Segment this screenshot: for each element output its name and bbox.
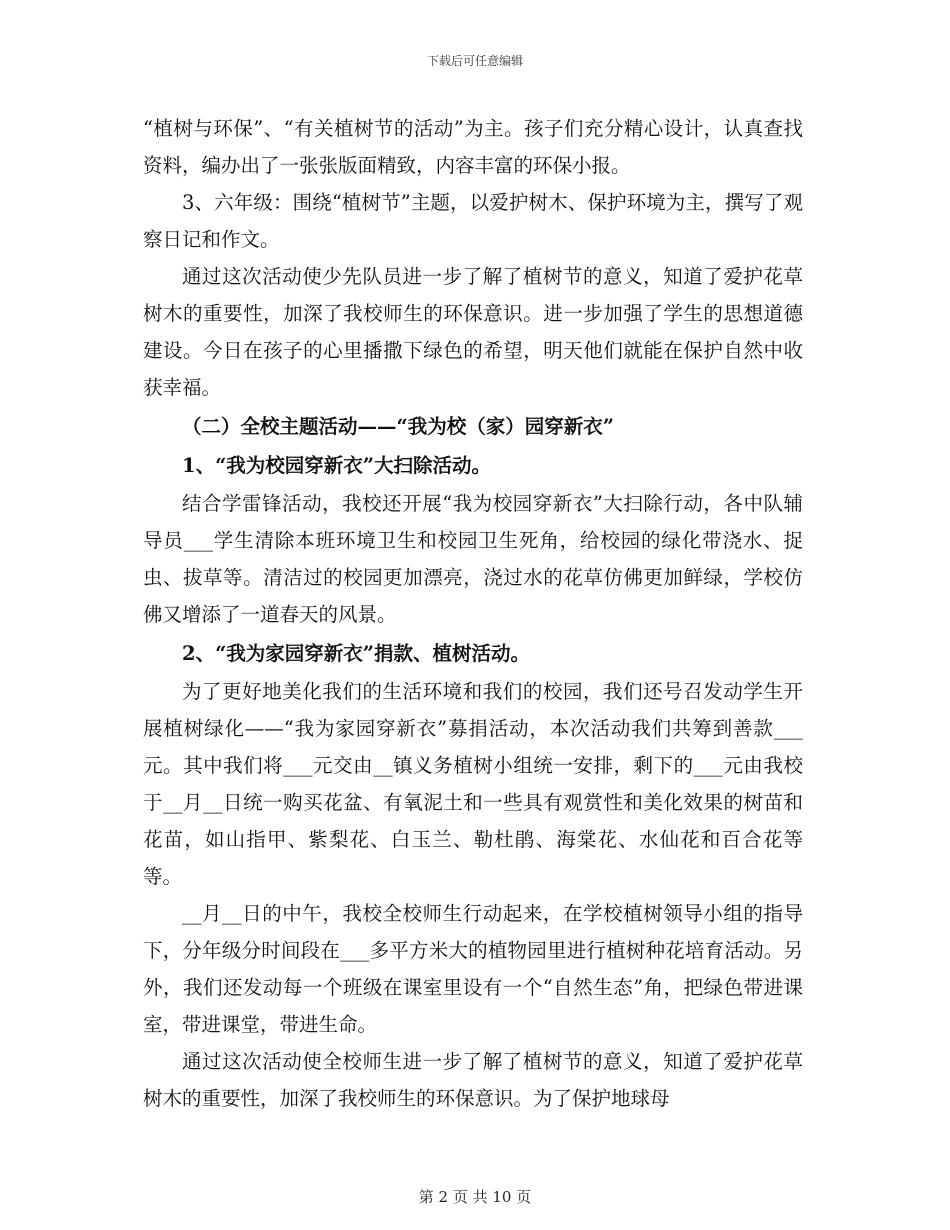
paragraph-continued: “植树与环保”、“有关植树节的活动”为主。孩子们充分精心设计，认真查找资料，编办出了一张张版面精致，内容丰富的环保小报。 [143,117,803,177]
subsection-heading-2: 2、“我为家园穿新衣”捐款、植树活动。 [182,642,531,665]
paragraph-summary-2: 通过这次活动使全校师生进一步了解了植树节的意义，知道了爱护花草树木的重要性，加深了我校师生的环保意识。为了保护地球母 [143,1050,803,1110]
section-heading: （二）全校主题活动——“我为校（家）园穿新衣” [182,415,614,438]
page-header: 下载后可任意编辑 [426,54,523,68]
paragraph-planting: __月__日的中午，我校全校师生行动起来，在学校植树领导小组的指导下，分年级分时间段在___多平方米大的植物园里进行植树种花培育活动。另外，我们还发动每一个班级在课室里设有一个“自然生态”角，把绿色带进课室，带进课堂，带进生命。 [143,902,803,1036]
paragraph-grade-six: 3、六年级：围绕“植树节”主题，以爱护树木、保护环境为主，撰写了观察日记和作文。 [143,191,803,251]
subsection-heading-1: 1、“我为校园穿新衣”大扫除活动。 [182,454,492,477]
paragraph-summary-1: 通过这次活动使少先队员进一步了解了植树节的意义，知道了爱护花草树木的重要性，加深了我校师生的环保意识。进一步加强了学生的思想道德建设。今日在孩子的心里播撒下绿色的希望，明天他们就能在保护自然中收获幸福。 [143,265,803,399]
page-footer: 第 2 页 共 10 页 [418,1188,532,1206]
paragraph-cleanup: 结合学雷锋活动，我校还开展“我为校园穿新衣”大扫除行动，各中队辅导员___学生清除本班环境卫生和校园卫生死角，给校园的绿化带浇水、捉虫、拔草等。清洁过的校园更加漂亮，浇过水的花草仿佛更加鲜绿，学校仿佛又增添了一道春天的风景。 [143,492,803,626]
paragraph-fundraising: 为了更好地美化我们的生活环境和我们的校园，我们还号召发动学生开展植树绿化——“我为家园穿新衣”募捐活动，本次活动我们共筹到善款___元。其中我们将___元交由__镇义务植树小组统一安排，剩下的___元由我校于__月__日统一购买花盆、有氧泥土和一些具有观赏性和美化效果的树苗和花苗，如山指甲、紫梨花、白玉兰、勒杜鹃、海棠花、水仙花和百合花等等。 [143,680,803,888]
document-body [143,110,803,1117]
